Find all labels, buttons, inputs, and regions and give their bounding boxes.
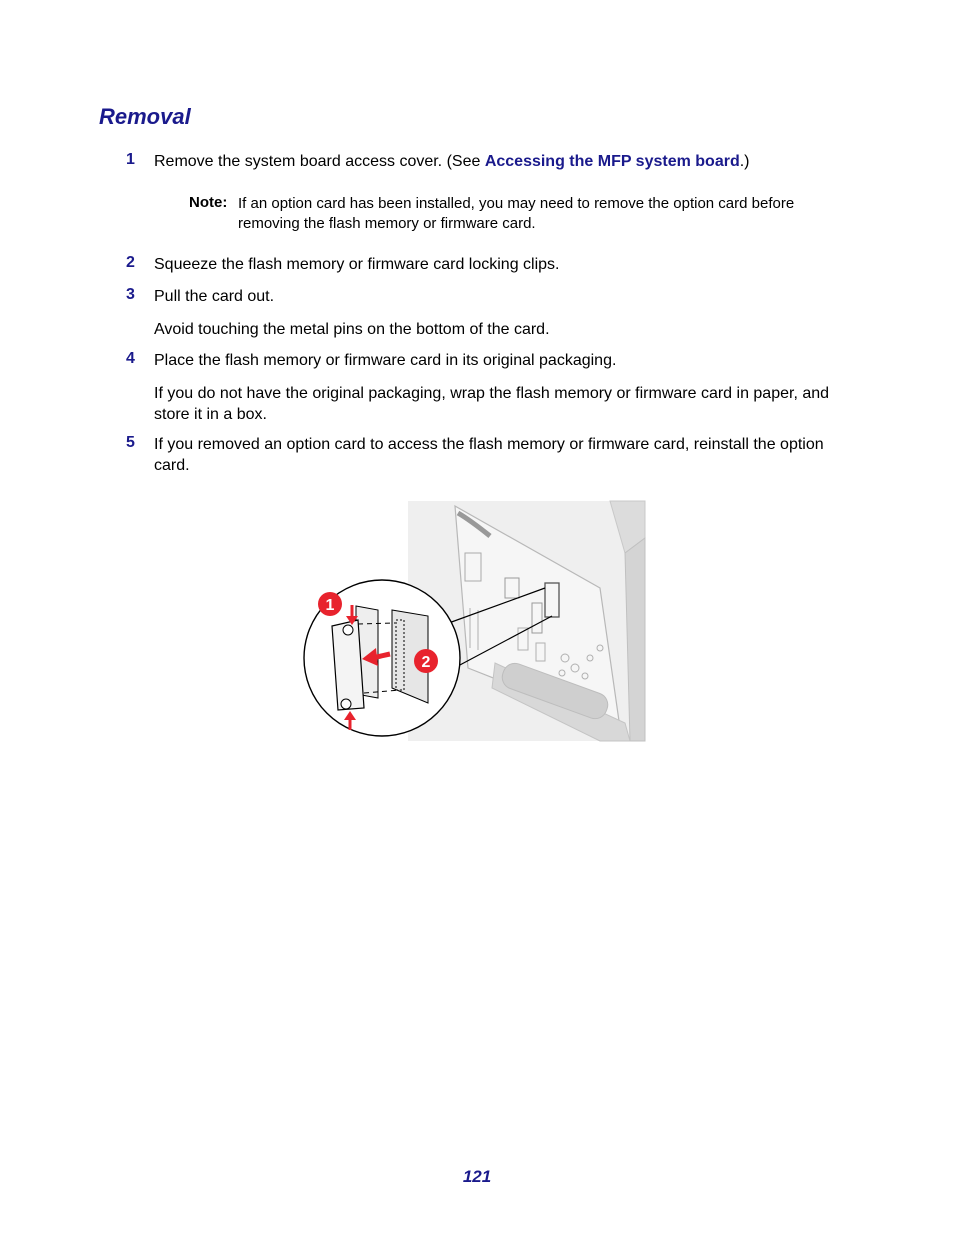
step-number-5: 5: [126, 434, 135, 451]
flash-card-removal-illustration: [300, 498, 650, 743]
step-1-post: .): [739, 153, 750, 170]
note-text: If an option card has been installed, you may need to remove the option card before removing the flash memory or firmware card.: [238, 195, 795, 232]
callout-1-label: 1: [325, 597, 335, 614]
printer-system-board-drawing: [300, 498, 650, 743]
step-5-text: If you removed an option card to access the flash memory or firmware card, reinstall the option card.: [154, 436, 824, 474]
page-number: 121: [462, 1167, 492, 1186]
step-3-extra: Avoid touching the metal pins on the bottom of the card.: [154, 321, 550, 338]
step-number-2: 2: [126, 254, 135, 271]
section-heading: Removal: [99, 104, 191, 129]
step-3-text: Pull the card out.: [154, 288, 275, 305]
step-1-pre: Remove the system board access cover. (See: [154, 153, 485, 170]
step-4-extra: If you do not have the original packaging, wrap the flash memory or firmware card in paper, and store it in a box.: [154, 385, 830, 423]
step-number-1: 1: [126, 151, 135, 168]
step-2-text: Squeeze the flash memory or firmware card locking clips.: [154, 256, 560, 273]
step-1-text: [154, 151, 854, 172]
step-number-4: 4: [126, 350, 135, 367]
note-label: Note:: [189, 194, 228, 211]
callout-2-label: 2: [421, 654, 431, 671]
step-number-3: 3: [126, 286, 135, 303]
system-board-link[interactable]: Accessing the MFP system board: [484, 153, 740, 170]
step-4-text: Place the flash memory or firmware card in its original packaging.: [154, 352, 617, 369]
